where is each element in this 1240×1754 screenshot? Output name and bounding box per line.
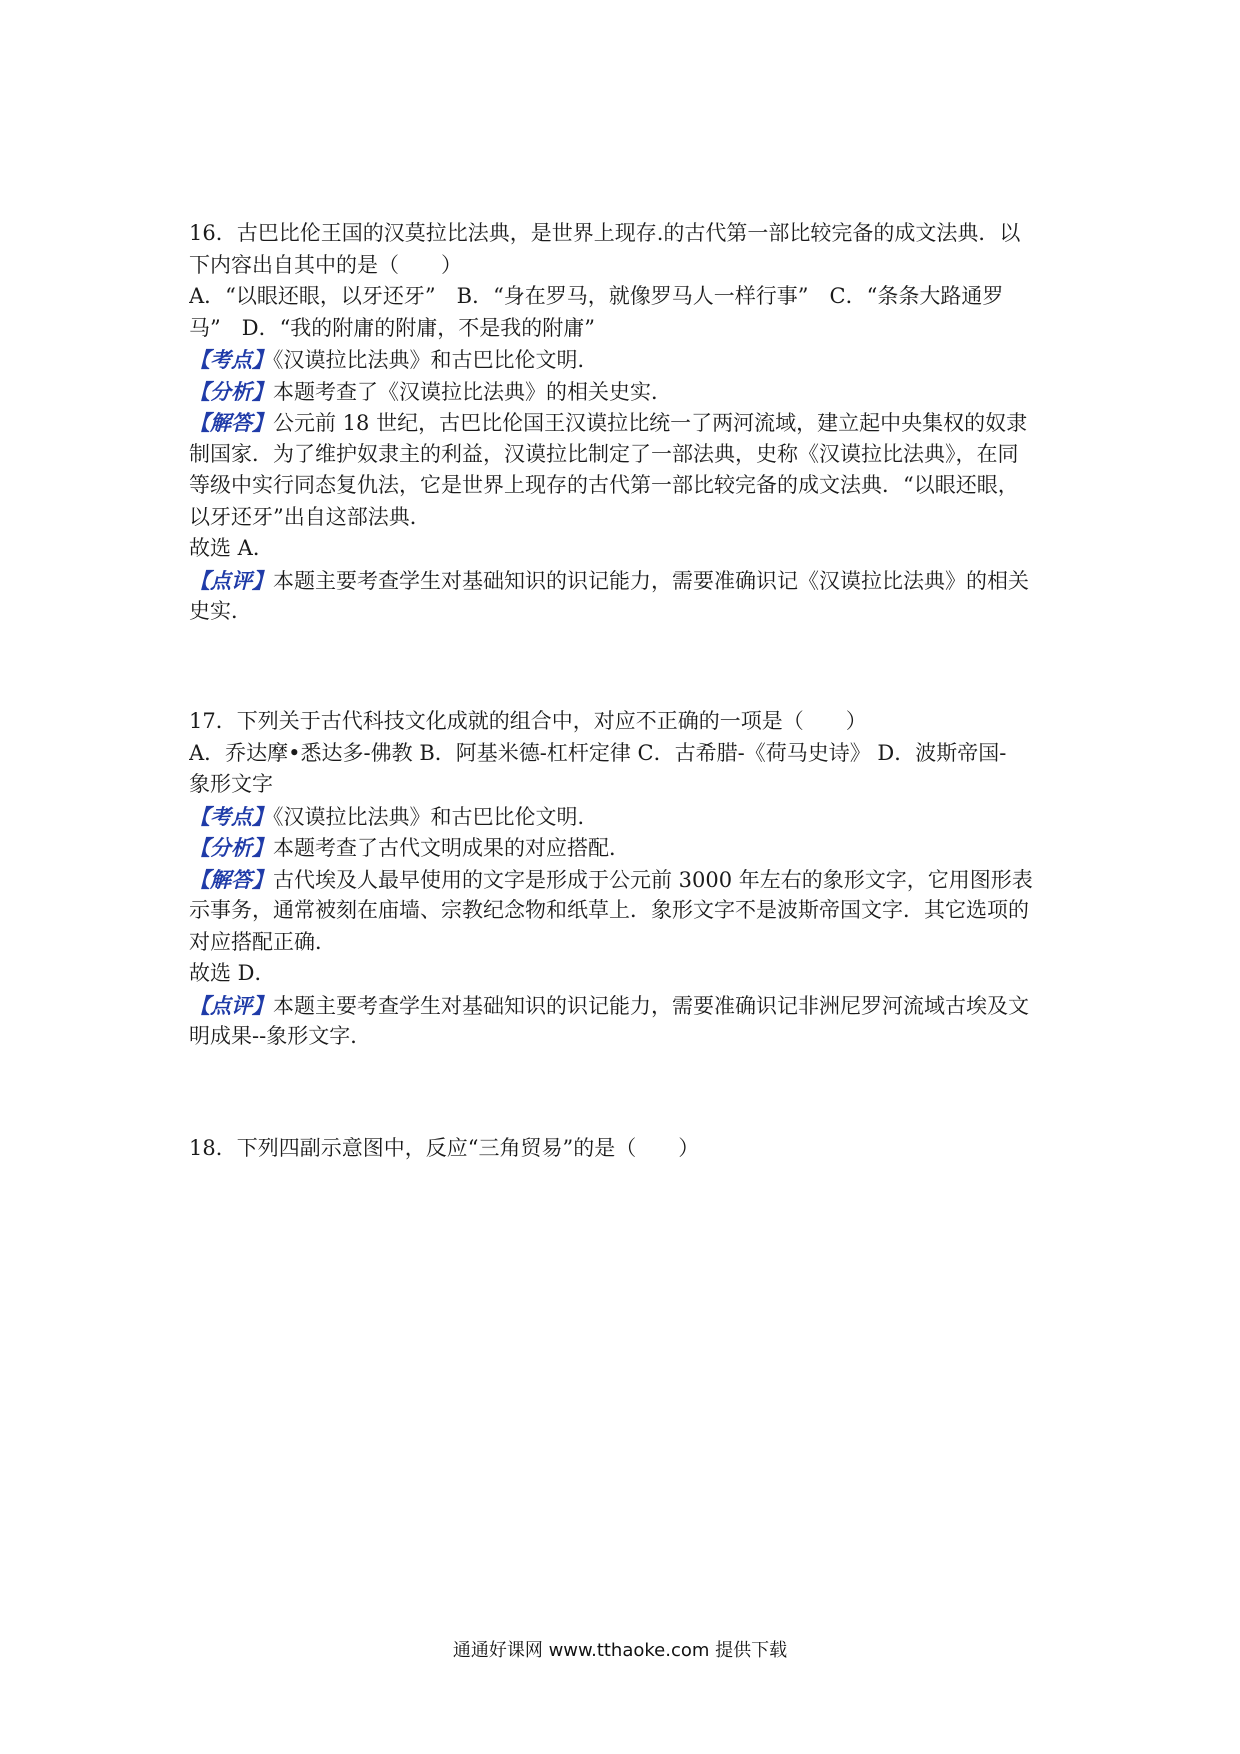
- question-16: [189, 218, 1067, 628]
- question-options-line: 象形文字: [189, 772, 273, 796]
- kaodian-line: [189, 801, 1067, 833]
- dianping-tag: 【点评】: [189, 567, 273, 593]
- dianping-tag: 【点评】: [189, 992, 273, 1018]
- dianping-text: 本题主要考查学生对基础知识的识记能力，需要准确识记《汉谟拉比法典》的相关: [273, 568, 1029, 593]
- fenxi-tag: 【分析】: [189, 378, 273, 404]
- jieda-line: 以牙还牙”出自这部法典．: [189, 504, 431, 529]
- jieda-tag: 【解答】: [189, 866, 273, 892]
- jieda-line: 制国家．为了维护奴隶主的利益，汉谟拉比制定了一部法典，史称《汉谟拉比法典》，在同: [189, 441, 1019, 466]
- kaodian-tag: 【考点】: [189, 803, 273, 829]
- jieda-line: 示事务，通常被刻在庙墙、宗教纪念物和纸草上．象形文字不是波斯帝国文字．其它选项的: [189, 898, 1029, 922]
- dianping-line: [189, 565, 1067, 597]
- question-stem-line: 17．下列关于古代科技文化成就的组合中，对应不正确的一项是（ ）: [189, 709, 867, 733]
- answer-line: 故选 D．: [189, 961, 276, 985]
- fenxi-line: [189, 376, 1067, 408]
- jieda-line: 对应搭配正确．: [189, 929, 336, 954]
- kaodian-tag: 【考点】: [189, 347, 273, 372]
- answer-line: 故选 A．: [189, 536, 274, 560]
- question-stem-line: 16．古巴比伦王国的汉莫拉比法典，是世界上现存.的古代第一部比较完备的成文法典．以: [189, 221, 1021, 245]
- jieda-tag: 【解答】: [189, 410, 273, 435]
- dianping-line: 史实．: [189, 599, 252, 623]
- jieda-line: 等级中实行同态复仇法，它是世界上现存的古代第一部比较完备的成文法典．“以眼还眼，: [189, 473, 1019, 497]
- dianping-line: [189, 990, 1067, 1022]
- jieda-text: 古代埃及人最早使用的文字是形成于公元前 3000 年左右的象形文字，它用图形表: [273, 867, 1033, 892]
- jieda-text: 公元前 18 世纪，古巴比伦国王汉谟拉比统一了两河流域，建立起中央集权的奴隶: [273, 411, 1028, 435]
- fenxi-tag: 【分析】: [189, 835, 273, 860]
- kaodian-text: 《汉谟拉比法典》和古巴比伦文明．: [273, 804, 599, 829]
- question-options-line: 马” D．“我的附庸的附庸，不是我的附庸”: [189, 315, 596, 340]
- dianping-text: 本题主要考查学生对基础知识的识记能力，需要准确识记非洲尼罗河流域古埃及文: [273, 993, 1029, 1018]
- fenxi-text: 本题考查了《汉谟拉比法典》的相关史实．: [273, 379, 672, 404]
- question-options-line: A．“以眼还眼，以牙还牙” B．“身在罗马，就像罗马人一样行事” C．“条条大路通罗: [189, 284, 1004, 308]
- page-footer: 通通好课网 www.tthaoke.com 提供下载: [452, 1640, 788, 1661]
- jieda-line: [189, 864, 1067, 896]
- question-stem-line: 18．下列四副示意图中，反应“三角贸易”的是（ ）: [189, 1136, 700, 1160]
- question-options-line: A．乔达摩•悉达多-佛教 B．阿基米德-杠杆定律 C．古希腊-《荷马史诗》 D．波斯帝国-: [189, 740, 1007, 765]
- fenxi-text: 本题考查了古代文明成果的对应搭配．: [273, 836, 630, 860]
- question-18: [189, 1133, 1067, 1165]
- dianping-line: 明成果--象形文字．: [189, 1024, 372, 1048]
- question-17: [189, 706, 1067, 1053]
- kaodian-text: 《汉谟拉比法典》和古巴比伦文明．: [273, 348, 599, 372]
- kaodian-line: [189, 344, 1067, 376]
- question-stem-line: 下内容出自其中的是（ ）: [189, 252, 462, 277]
- fenxi-line: [189, 832, 1067, 864]
- jieda-line: [189, 407, 1067, 439]
